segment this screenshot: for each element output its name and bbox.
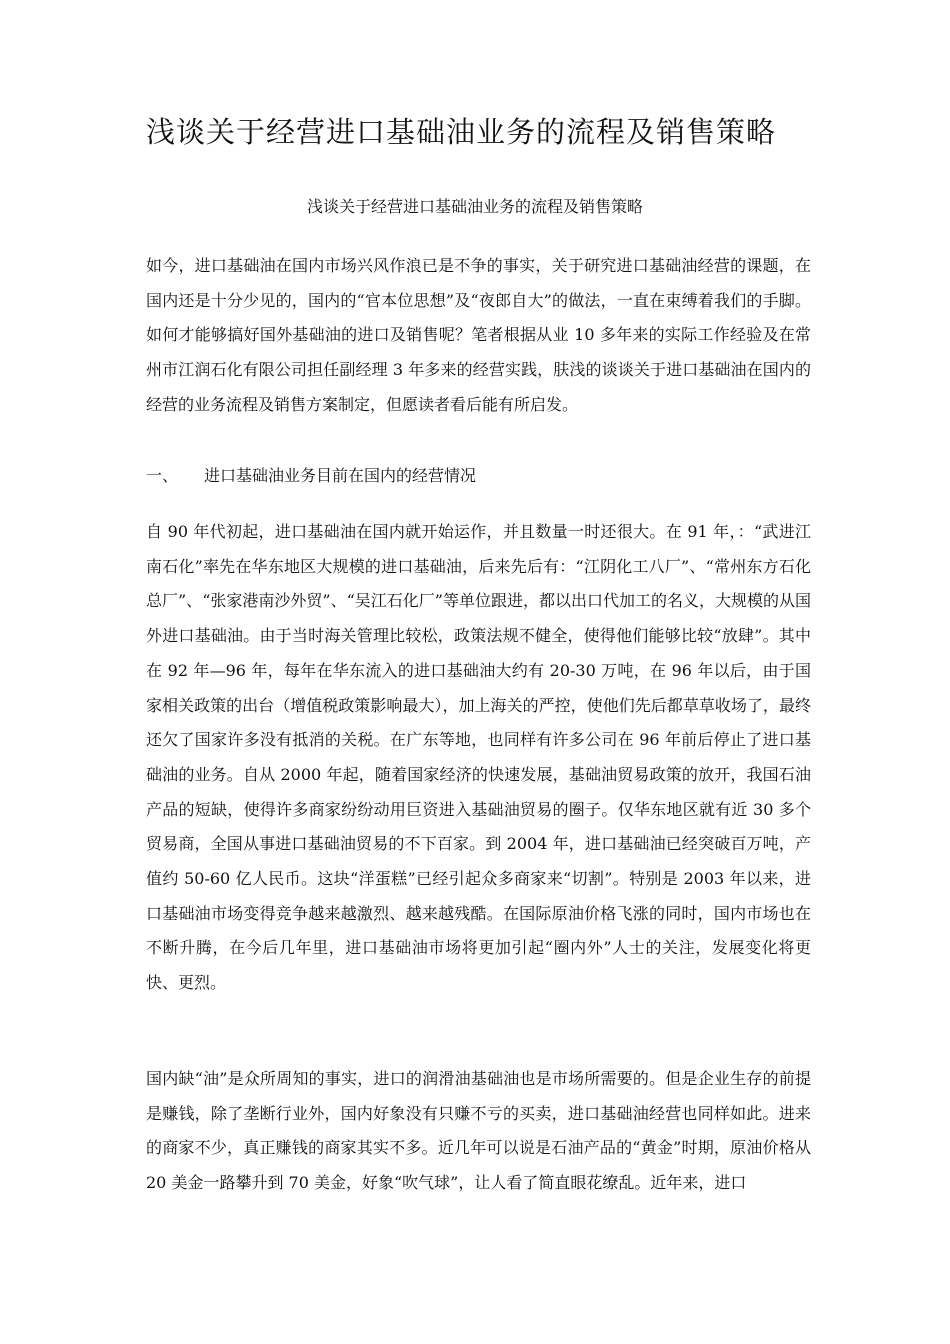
document-title: 浅谈关于经营进口基础油业务的流程及销售策略 [146,115,777,149]
section-title: 进口基础油业务目前在国内的经营情况 [204,466,477,485]
body-paragraph: 自 90 年代初起，进口基础油在国内就开始运作，并且数量一时还很大。在 91 年，：“武进江南石化”率先在华东地区大规模的进口基础油，后来先后有：“江阴化工八厂”、“常州东方石化总厂”、“张家港南沙外贸”、“吴江石化厂”等单位跟进，都以出口代加工的名义，大规模的从国外进口基础油。由于当时海关管理比较松，政策法规不健全，使得他们能够比较“放肆”。其中在 92 年—96 年，每年在华东流入的进口基础油大约有 20-30 万吨，在 96 年以后，由于国家相关政策的出台（增值税政策影响最大），加上海关的严控，使他们先后都草草收场了，最终还欠了国家许多没有抵消的关税。在广东等地，也同样有许多公司在 96 年前后停止了进口基础油的业务。自从 2000 年起，随着国家经济的快速发展，基础油贸易政策的放开，我国石油产品的短缺，使得许多商家纷纷动用巨资进入基础油贸易的圈子。仅华东地区就有近 30 多个贸易商，全国从事进口基础油贸易的不下百家。到 2004 年，进口基础油已经突破百万吨，产值约 50-60 亿人民币。这块“洋蛋糕”已经引起众多商家来“切割”。特别是 2003 年以来，进口基础油市场变得竞争越来越激烈、越来越残酷。在国际原油价格飞涨的同时，国内市场也在不断升腾，在今后几年里，进口基础油市场将更加引起“圈内外”人士的关注，发展变化将更快、更烈。 [146,522,811,993]
section-number: 一、 [146,466,179,485]
intro-paragraph: 如今，进口基础油在国内市场兴风作浪已是不争的事实，关于研究进口基础油经营的课题，在国内还是十分少见的，国内的“官本位思想”及“夜郎自大”的做法，一直在束缚着我们的手脚。如何才能够搞好国外基础油的进口及销售呢？笔者根据从业 10 多年来的实际工作经验及在常州市江润石化有限公司担任副经理 3 年多来的经营实践，肤浅的谈谈关于进口基础油在国内的经营的业务流程及销售方案制定，但愿读者看后能有所启发。 [146,256,811,414]
section-heading [146,459,811,493]
document-subtitle: 浅谈关于经营进口基础油业务的流程及销售策略 [306,197,643,216]
body-paragraph: 国内缺“油”是众所周知的事实，进口的润滑油基础油也是市场所需要的。但是企业生存的前提是赚钱，除了垄断行业外，国内好象没有只赚不亏的买卖，进口基础油经营也同样如此。进来的商家不少，真正赚钱的商家其实不多。近几年可以说是石油产品的“黄金”时期，原油价格从 20 美金一路攀升到 70 美金，好象“吹气球”，让人看了简直眼花缭乱。近年来，进口 [146,1069,811,1193]
